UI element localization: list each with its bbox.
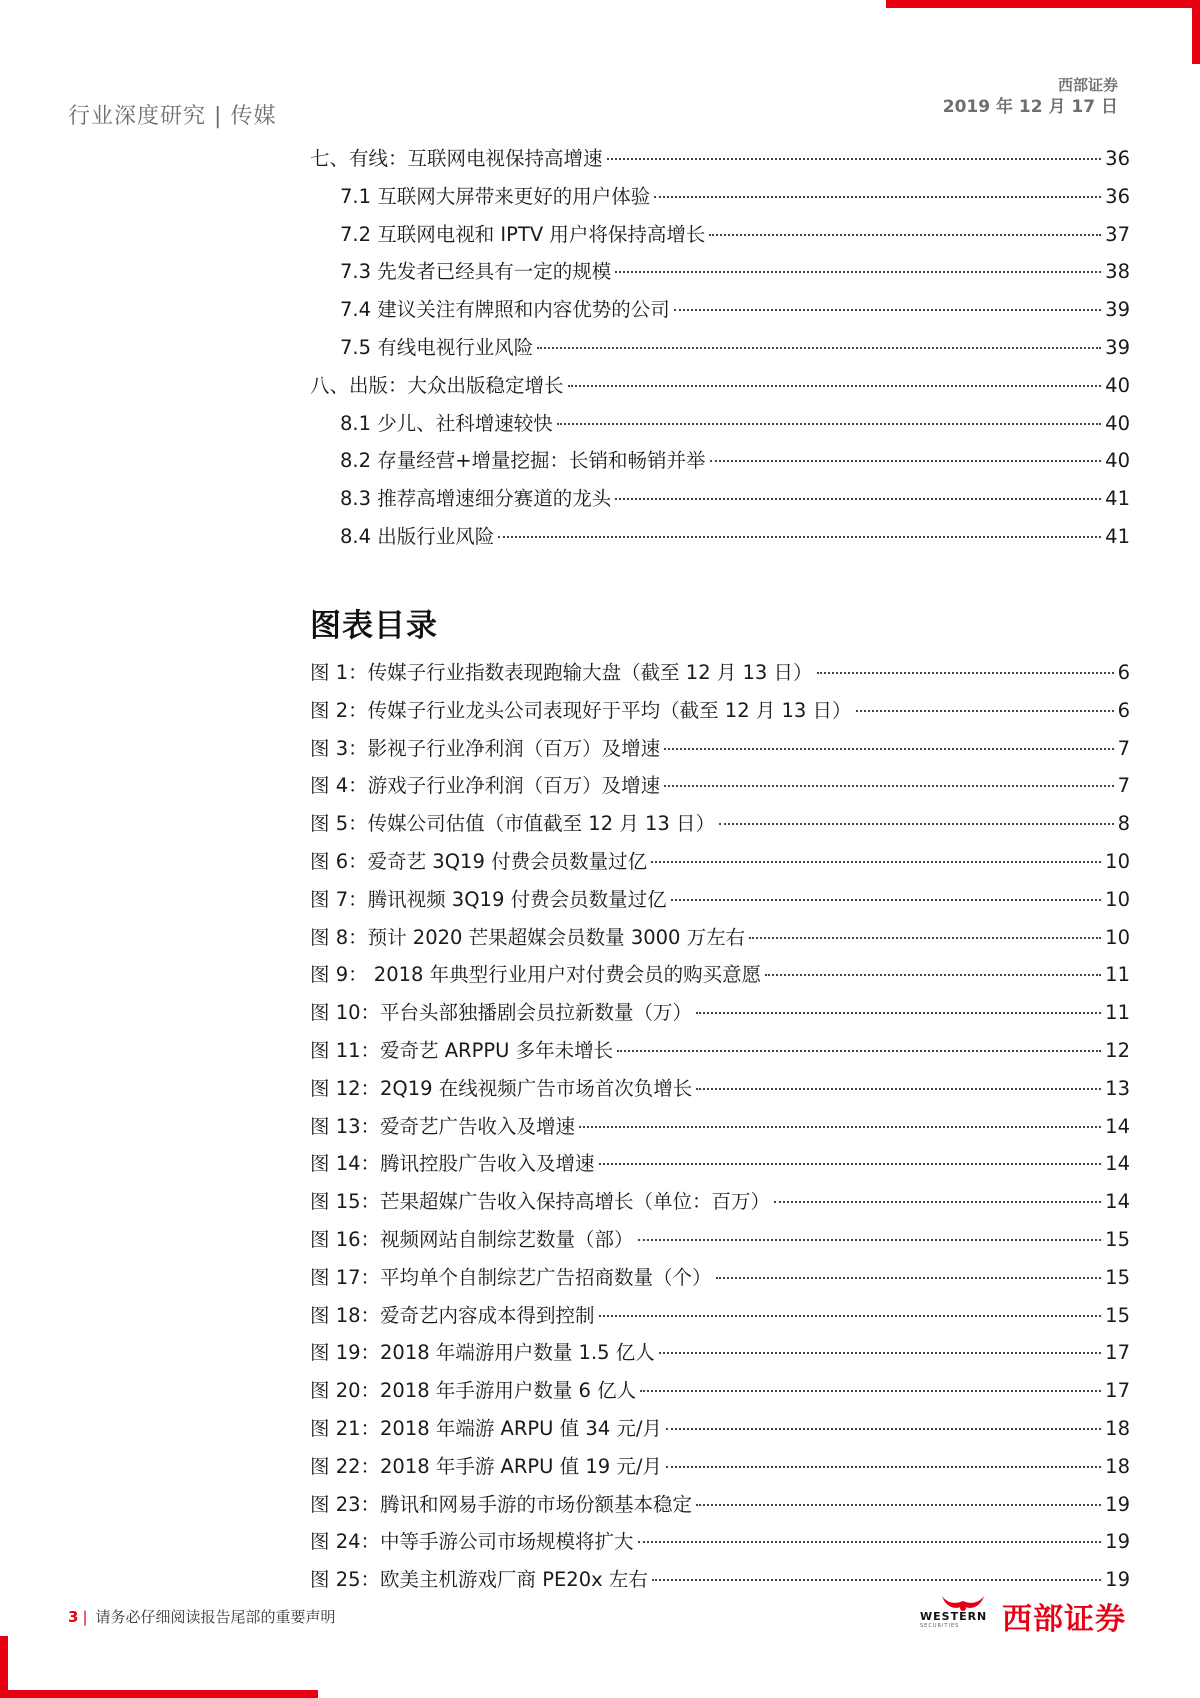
toc-entry-page: 6 <box>1117 698 1130 722</box>
toc-leader-dots <box>774 1201 1101 1203</box>
toc-entry-page: 39 <box>1105 298 1130 322</box>
toc-leader-dots <box>674 309 1101 311</box>
toc-entry-page: 17 <box>1105 1379 1130 1403</box>
toc-entry-label: 图 22：2018 年手游 ARPU 值 19 元/月 <box>310 1454 662 1478</box>
toc-entry-label: 图 25：欧美主机游戏厂商 PE20x 左右 <box>310 1568 648 1592</box>
toc-entry-page: 13 <box>1105 1076 1130 1100</box>
report-category-label: 行业深度研究 <box>68 104 207 129</box>
toc-leader-dots <box>651 861 1101 863</box>
toc-leader-dots <box>696 1088 1101 1090</box>
header-separator: | <box>214 104 223 129</box>
toc-entry-page: 19 <box>1105 1492 1130 1516</box>
toc-entry[interactable] <box>310 1000 1130 1026</box>
toc-entry-page: 6 <box>1117 661 1130 684</box>
toc-entry[interactable] <box>310 1303 1130 1329</box>
toc-entry[interactable] <box>310 146 1130 172</box>
toc-leader-dots <box>599 1163 1102 1165</box>
toc-entry-label: 7.1 互联网大屏带来更好的用户体验 <box>340 184 651 208</box>
toc-entry-label: 图 8：预计 2020 芒果超媒会员数量 3000 万左右 <box>310 925 746 949</box>
toc-leader-dots <box>765 974 1101 976</box>
corner-decoration-top-right-vertical <box>1192 0 1200 64</box>
toc-entry[interactable] <box>340 524 1130 550</box>
toc-entry[interactable] <box>310 1492 1130 1518</box>
toc-entry-page: 18 <box>1105 1417 1130 1440</box>
toc-entry-page: 15 <box>1105 1228 1130 1251</box>
toc-entry-page: 15 <box>1105 1303 1130 1327</box>
toc-entry-label: 7.3 先发者已经具有一定的规模 <box>340 260 612 284</box>
toc-entry[interactable] <box>310 925 1130 951</box>
toc-entry[interactable] <box>340 222 1130 248</box>
toc-entry[interactable] <box>310 962 1130 988</box>
toc-leader-dots <box>607 158 1102 160</box>
toc-entry-label: 图 4：游戏子行业净利润（百万）及增速 <box>310 774 661 798</box>
toc-entry[interactable] <box>340 335 1130 361</box>
corner-decoration-bottom-left <box>0 1690 318 1698</box>
toc-entry-page: 37 <box>1105 222 1130 246</box>
toc-leader-dots <box>749 937 1101 939</box>
report-date: 2019 年 12 月 17 日 <box>942 97 1118 117</box>
toc-entry-label: 8.3 推荐高增速细分赛道的龙头 <box>340 487 612 511</box>
footer-disclaimer-block <box>68 1606 336 1627</box>
report-industry: 传媒 <box>230 104 277 129</box>
toc-leader-dots <box>654 196 1101 198</box>
toc-entry[interactable] <box>310 373 1130 399</box>
toc-leader-dots <box>599 1315 1102 1317</box>
toc-entry-page: 10 <box>1105 925 1130 949</box>
toc-leader-dots <box>666 1466 1101 1468</box>
toc-entry-label: 七、有线：互联网电视保持高增速 <box>310 147 603 170</box>
toc-leader-dots <box>664 748 1113 750</box>
toc-entry[interactable] <box>310 1038 1130 1064</box>
toc-entry-page: 10 <box>1105 850 1130 873</box>
toc-entry-page: 18 <box>1105 1454 1130 1478</box>
toc-entry[interactable] <box>310 660 1130 686</box>
toc-entry[interactable] <box>310 1151 1130 1177</box>
toc-leader-dots <box>615 498 1101 500</box>
toc-entry-page: 14 <box>1105 1190 1130 1214</box>
toc-entry-label: 图 9： 2018 年典型行业用户对付费会员的购买意愿 <box>310 963 762 987</box>
toc-leader-dots <box>640 1390 1101 1392</box>
report-category <box>68 99 276 130</box>
toc-entry[interactable] <box>310 1265 1130 1291</box>
toc-leader-dots <box>537 347 1101 349</box>
toc-entry[interactable] <box>310 1189 1130 1215</box>
header-company-block <box>943 76 1118 120</box>
toc-entry[interactable] <box>340 297 1130 323</box>
toc-leader-dots <box>659 1352 1101 1354</box>
toc-entry-label: 图 23：腾讯和网易手游的市场份额基本稳定 <box>310 1492 693 1516</box>
toc-leader-dots <box>638 1541 1102 1543</box>
toc-entry[interactable] <box>310 887 1130 913</box>
toc-entry-label: 图 14：腾讯控股广告收入及增速 <box>310 1152 595 1176</box>
toc-entry-page: 11 <box>1105 963 1130 987</box>
toc-entry-page: 41 <box>1105 487 1130 511</box>
logo-english-sub: SECURITIES <box>920 1623 960 1629</box>
toc-entry-label: 7.5 有线电视行业风险 <box>340 336 534 359</box>
toc-entry[interactable] <box>310 811 1130 837</box>
header-company: 西部证券 <box>1057 76 1118 94</box>
toc-entry-label: 图 19：2018 年端游用户数量 1.5 亿人 <box>310 1341 655 1365</box>
toc-entry-page: 7 <box>1117 736 1130 760</box>
toc-entry[interactable] <box>310 1114 1130 1140</box>
toc-entry[interactable] <box>340 184 1130 210</box>
footer-separator: | <box>82 1608 88 1626</box>
corner-decoration-bottom-left-vertical <box>0 1636 8 1698</box>
toc-entry-page: 41 <box>1105 525 1130 548</box>
toc-entry[interactable] <box>310 698 1130 724</box>
toc-entry-label: 8.1 少儿、社科增速较快 <box>340 411 553 435</box>
toc-leader-dots <box>696 1504 1101 1506</box>
toc-leader-dots <box>719 823 1114 825</box>
toc-entry-label: 八、出版：大众出版稳定增长 <box>310 373 564 397</box>
toc-leader-dots <box>615 271 1101 273</box>
toc-entry[interactable] <box>310 1454 1130 1480</box>
toc-entry-label: 图 1：传媒子行业指数表现跑输大盘（截至 12 月 13 日） <box>310 661 813 684</box>
toc-entry-page: 40 <box>1105 373 1130 397</box>
toc-entry-label: 图 18：爱奇艺内容成本得到控制 <box>310 1303 595 1327</box>
toc-leader-dots <box>709 234 1101 236</box>
toc-leader-dots <box>617 1050 1101 1052</box>
logo-english: WESTERN <box>920 1610 988 1623</box>
toc-leader-dots <box>671 899 1102 901</box>
toc-entry[interactable] <box>310 773 1130 799</box>
toc-entry-page: 14 <box>1105 1114 1130 1138</box>
toc-entry-page: 36 <box>1105 147 1130 170</box>
toc-leader-dots <box>817 672 1114 674</box>
toc-entry[interactable] <box>340 411 1130 437</box>
toc-entry-page: 19 <box>1105 1530 1130 1554</box>
toc-entry-page: 17 <box>1105 1341 1130 1365</box>
toc-entry-page: 36 <box>1105 184 1130 208</box>
toc-leader-dots <box>710 460 1102 462</box>
toc-entry-label: 7.2 互联网电视和 IPTV 用户将保持高增长 <box>340 222 706 246</box>
toc-entry-label: 图 24：中等手游公司市场规模将扩大 <box>310 1530 634 1554</box>
toc-entry[interactable] <box>310 1567 1130 1593</box>
toc-entry-label: 图 17：平均单个自制综艺广告招商数量（个） <box>310 1265 712 1289</box>
toc-entry-page: 11 <box>1105 1001 1130 1025</box>
toc-entry-page: 7 <box>1117 774 1130 798</box>
toc-entry-page: 15 <box>1105 1265 1130 1289</box>
logo-chinese: 西部证券 <box>1002 1602 1126 1637</box>
toc-entry[interactable] <box>310 849 1130 875</box>
toc-leader-dots <box>498 536 1101 538</box>
toc-entry-label: 8.4 出版行业风险 <box>340 525 495 548</box>
toc-entry-label: 图 21：2018 年端游 ARPU 值 34 元/月 <box>310 1417 662 1440</box>
toc-entry-page: 39 <box>1105 336 1130 359</box>
toc-entry-page: 19 <box>1105 1568 1130 1592</box>
toc-entry-label: 图 2：传媒子行业龙头公司表现好于平均（截至 12 月 13 日） <box>310 698 852 722</box>
company-logo <box>920 1592 1132 1636</box>
toc-leader-dots <box>557 423 1101 425</box>
toc-entry-page: 40 <box>1105 449 1130 473</box>
toc-entry-label: 图 6：爱奇艺 3Q19 付费会员数量过亿 <box>310 850 648 873</box>
toc-entry-label: 图 10：平台头部独播剧会员拉新数量（万） <box>310 1001 693 1025</box>
toc-entry[interactable] <box>310 736 1130 762</box>
toc-leader-dots <box>716 1277 1102 1279</box>
toc-entry-label: 图 16：视频网站自制综艺数量（部） <box>310 1228 634 1251</box>
toc-entry[interactable] <box>340 486 1130 512</box>
toc-entry[interactable] <box>310 1227 1130 1253</box>
toc-leader-dots <box>568 385 1102 387</box>
page-number: 3 <box>68 1608 79 1626</box>
toc-entry-page: 38 <box>1105 260 1130 284</box>
toc-leader-dots <box>664 785 1113 787</box>
toc-entry-page: 10 <box>1105 887 1130 911</box>
toc-entry-page: 40 <box>1105 411 1130 435</box>
toc-leader-dots <box>638 1239 1102 1241</box>
toc-entry-label: 图 12：2Q19 在线视频广告市场首次负增长 <box>310 1076 693 1100</box>
toc-entry[interactable] <box>310 1378 1130 1404</box>
toc-leader-dots <box>856 710 1114 712</box>
toc-entry-label: 8.2 存量经营+增量挖掘：长销和畅销并举 <box>340 449 706 473</box>
toc-leader-dots <box>696 1012 1101 1014</box>
toc-entry-label: 图 11：爱奇艺 ARPPU 多年未增长 <box>310 1039 614 1062</box>
toc-entry-label: 7.4 建议关注有牌照和内容优势的公司 <box>340 298 670 322</box>
figures-heading: 图表目录 <box>310 608 438 644</box>
toc-leader-dots <box>666 1428 1101 1430</box>
toc-entry-page: 8 <box>1117 812 1130 836</box>
toc-entry[interactable] <box>310 1340 1130 1366</box>
toc-leader-dots <box>652 1579 1101 1581</box>
toc-entry[interactable] <box>340 448 1130 474</box>
toc-entry-page: 12 <box>1105 1039 1130 1062</box>
toc-leader-dots <box>579 1126 1101 1128</box>
toc-entry-label: 图 7：腾讯视频 3Q19 付费会员数量过亿 <box>310 887 667 911</box>
toc-entry-label: 图 5：传媒公司估值（市值截至 12 月 13 日） <box>310 812 716 836</box>
toc-entry-label: 图 20：2018 年手游用户数量 6 亿人 <box>310 1379 637 1403</box>
corner-decoration-top-right <box>886 0 1200 8</box>
toc-entry[interactable] <box>340 259 1130 285</box>
toc-entry[interactable] <box>310 1529 1130 1555</box>
toc-entry-page: 14 <box>1105 1152 1130 1176</box>
toc-entry[interactable] <box>310 1416 1130 1442</box>
footer-disclaimer: 请务必仔细阅读报告尾部的重要声明 <box>95 1608 336 1626</box>
toc-entry-label: 图 13：爱奇艺广告收入及增速 <box>310 1114 576 1138</box>
toc-entry-label: 图 15：芒果超媒广告收入保持高增长（单位：百万） <box>310 1190 771 1214</box>
toc-entry-label: 图 3：影视子行业净利润（百万）及增速 <box>310 736 661 760</box>
toc-entry[interactable] <box>310 1076 1130 1102</box>
